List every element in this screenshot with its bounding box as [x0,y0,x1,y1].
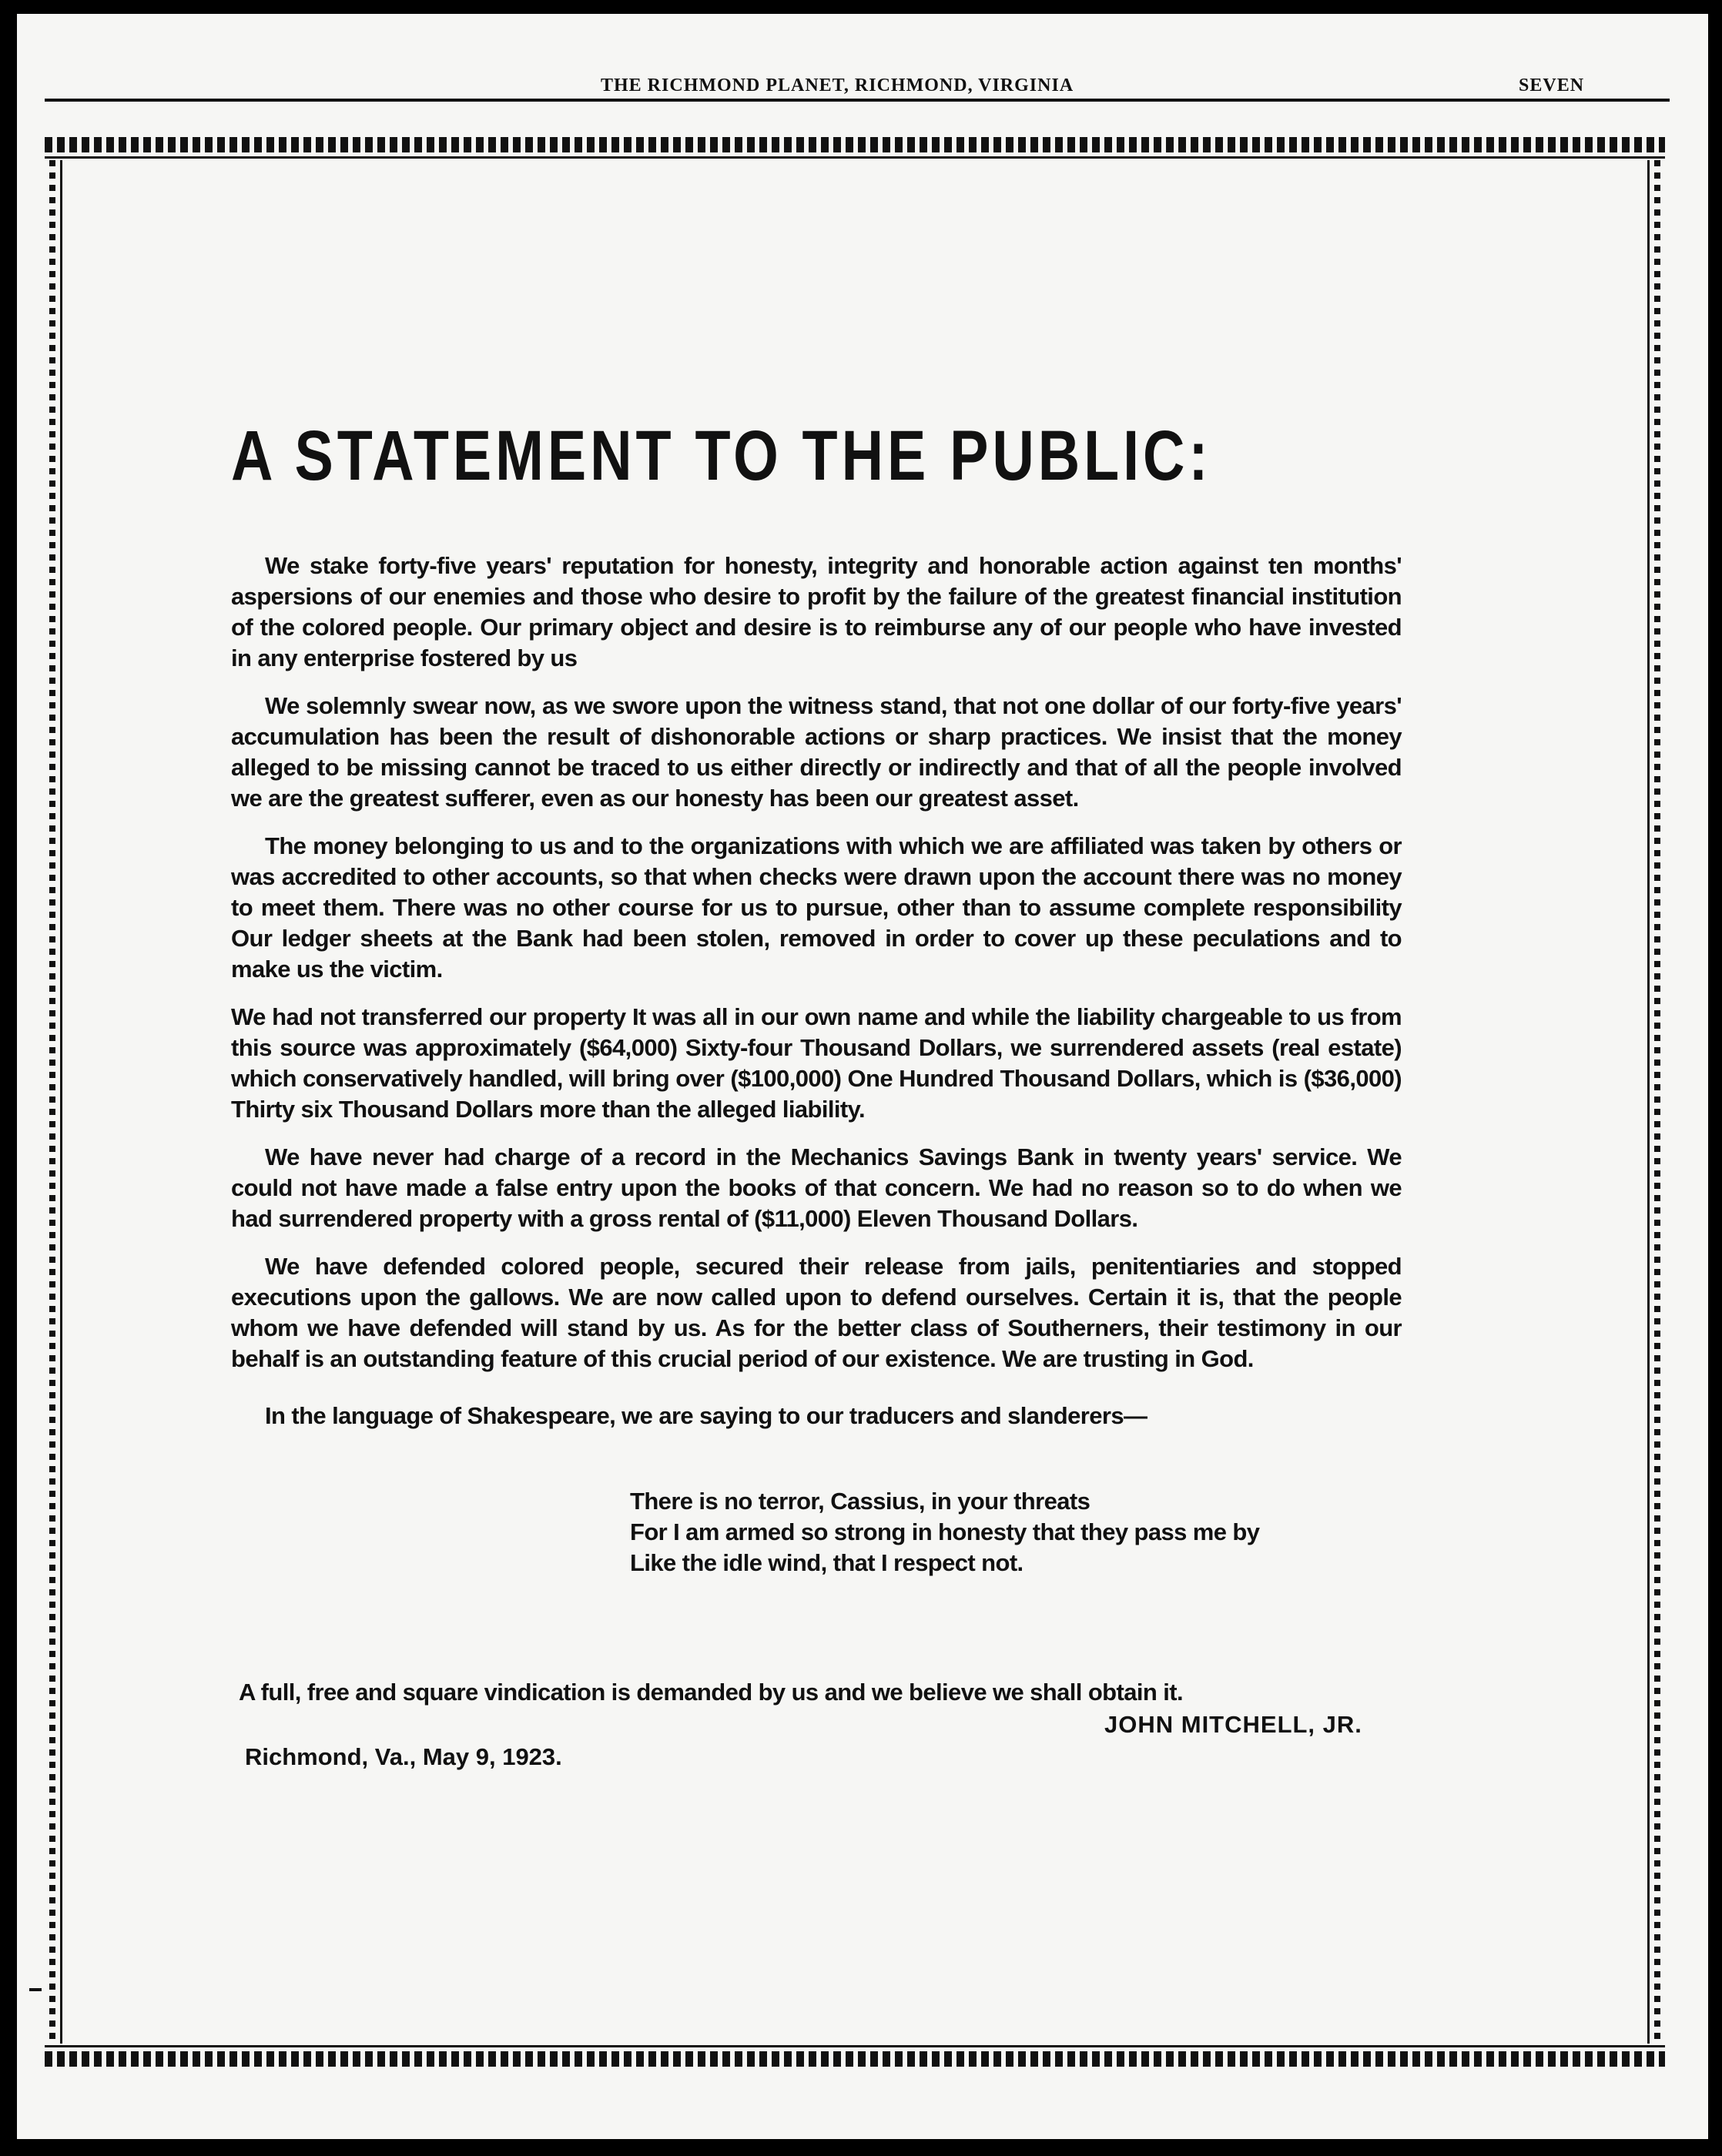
masthead-rule [45,99,1670,102]
paragraph-property: We had not transferred our property It was all in our own name and while the liability chargeable to us from this source was approximately ($64,000) Sixty-four Thousand Dollars, we surrendered assets (real estate) which conservatively handled, will bring over ($100,000) One Hundred Thousand Dollars, which is ($36,000) Thirty six Thousand Dollars more than the alleged liability. [231,1003,1402,1123]
border-right [1654,160,1660,2044]
paragraph-money: The money belonging to us and to the organizations with which we are affiliated was taken by others or was accredited to other accounts, so that when checks were drawn upon the account there was no money to meet them. There was no other course for us to pursue, other than to assume complete responsibility Our ledger sheets at the Bank had been stolen, removed in order to cover up these peculations and to make us the victim. [231,832,1402,983]
paragraph-oath: We solemnly swear now, as we swore upon the witness stand, that not one dollar of our forty-five years' accumulation has been the result of dishonorable actions or sharp practices. We insist that the money alleged to be missing cannot be traced to us either directly or indirectly and that of all the people involved we are the greatest sufferer, even as our honesty has been our greatest asset. [231,692,1402,812]
shakespeare-lead-in: In the language of Shakespeare, we are saying to our traducers and slanderers— [265,1402,1147,1429]
margin-mark [29,1988,42,1991]
paragraph-reputation: We stake forty-five years' reputation for honesty, integrity and honorable action against ten months' aspersions of our enemies and those who desire to profit by the failure of the greatest financial institution of the colored people. Our primary object and desire is to reimburse any of our people who have invested in any enterprise fostered by us [231,552,1402,671]
statement-body [231,416,1402,1430]
scan-edge-bottom [0,2139,1722,2156]
closing-statement: A full, free and square vindication is demanded by us and we believe we shall obtain it. [239,1679,1183,1706]
page-number: SEVEN [1519,75,1585,95]
paragraph-defense: We have defended colored people, secured their release from jails, penitentiaries and stopped executions upon the gallows. We are now called upon to defend ourselves. Certain it is, that the people whom we have defended will stand by us. As for the better class of Southerners, their testimony in our behalf is an outstanding feature of this crucial period of our existence. We are trusting in God. [231,1253,1402,1372]
scan-edge-left [0,0,17,2156]
verse-line: There is no terror, Cassius, in your threats [630,1488,1090,1515]
verse-line: Like the idle wind, that I respect not. [630,1549,1023,1576]
shakespeare-quote [630,1486,1259,1578]
paragraph-record: We have never had charge of a record in the Mechanics Savings Bank in twenty years' service. We could not have made a false entry upon the books of that concern. We had no reason so to do when we had surrendered property with a gross rental of ($11,000) Eleven Thousand Dollars. [231,1143,1402,1232]
dateline: Richmond, Va., May 9, 1923. [245,1743,562,1770]
scan-edge-right [1708,0,1722,2156]
border-left [49,160,55,2044]
scan-edge-top [0,0,1722,14]
border-top [45,137,1665,152]
verse-line: For I am armed so strong in honesty that they pass me by [630,1518,1260,1545]
masthead: THE RICHMOND PLANET, RICHMOND, VIRGINIA [601,75,1074,95]
page-title: A STATEMENT TO THE PUBLIC: [231,417,1212,495]
border-bottom [45,2051,1665,2067]
signature: JOHN MITCHELL, JR. [1104,1711,1362,1738]
